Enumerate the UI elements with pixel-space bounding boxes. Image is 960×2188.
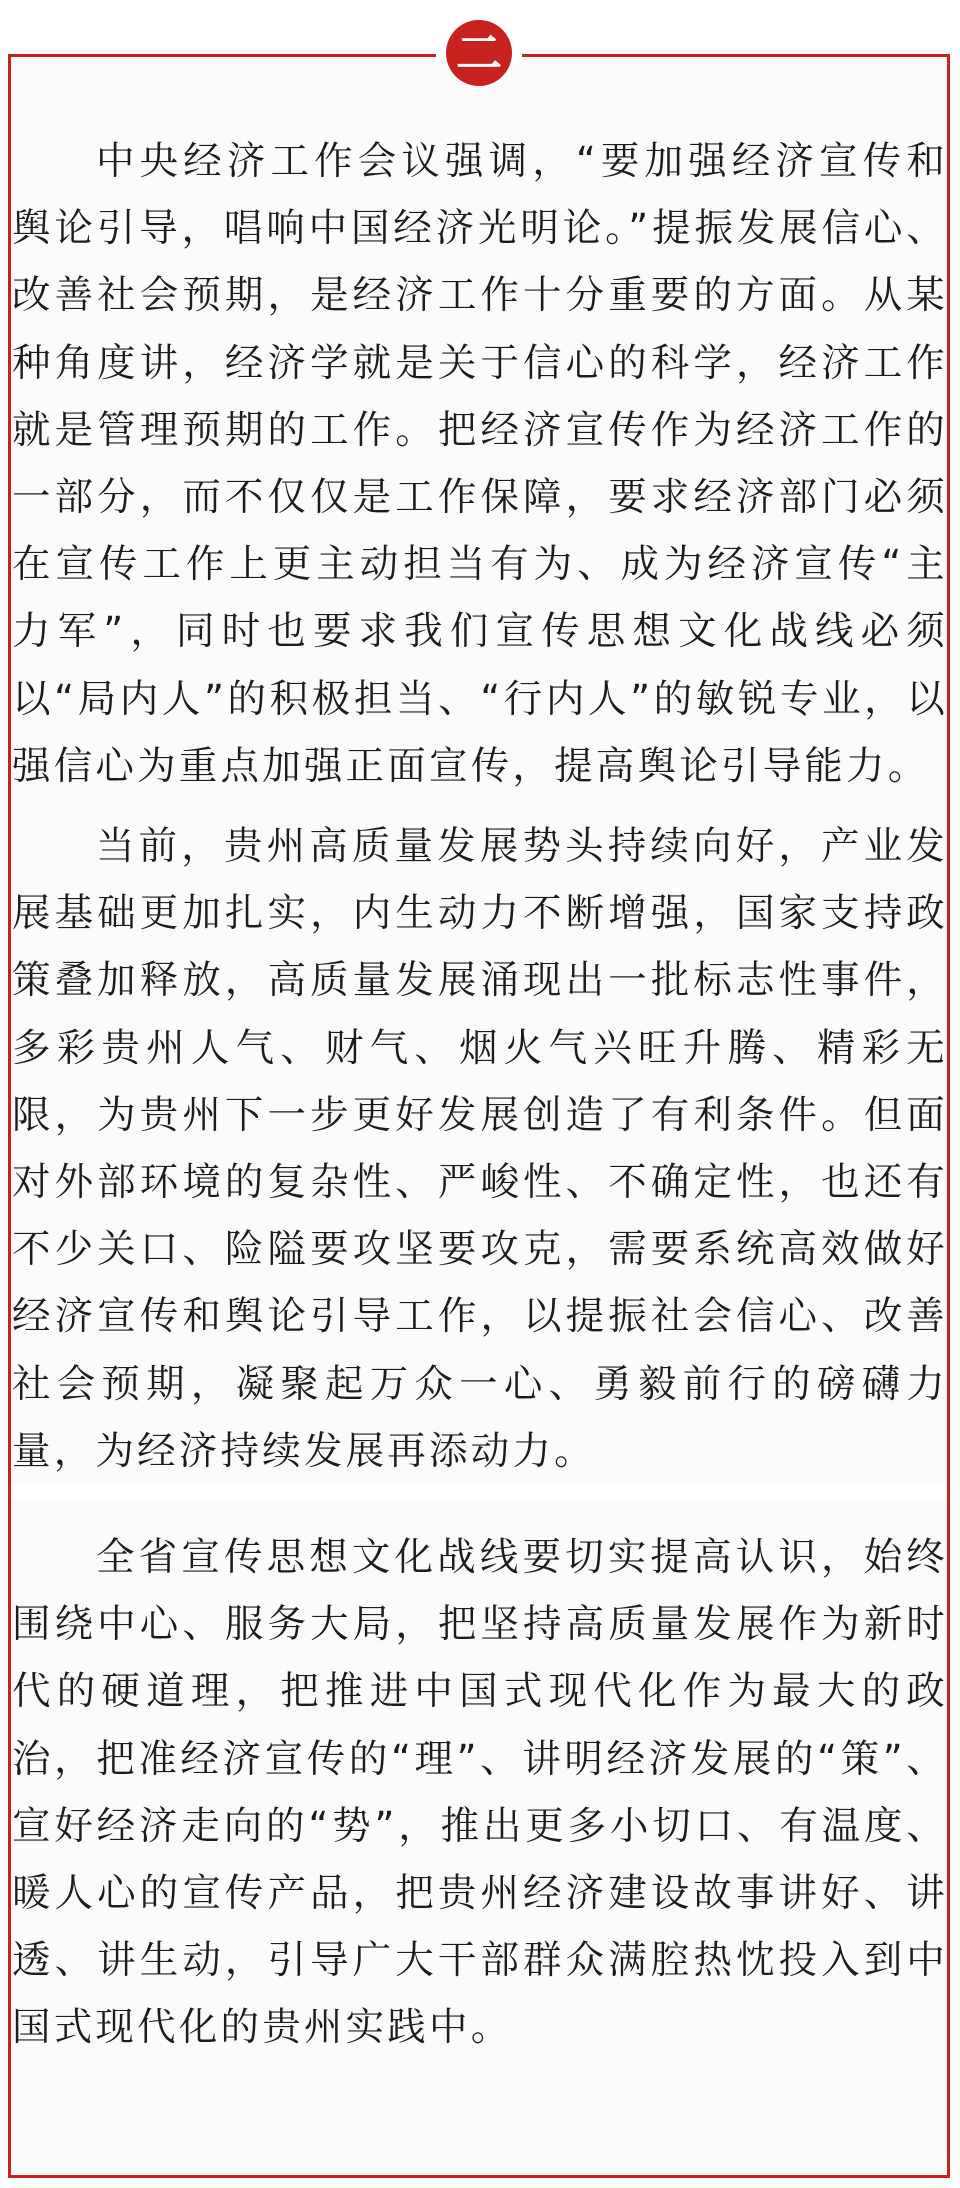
paragraph-2: 当前，贵州高质量发展势头持续向好，产业发展基础更加扎实，内生动力不断增强，国家支持政策叠加释放，高质量发展涌现出一批标志性事件，多彩贵州人气、财气、烟火气兴旺升腾、精彩无限，为贵州下一步更好发展创造了有利条件。但面对外部环境的复杂性、严峻性、不确定性，也还有不少关口、险隘要攻坚要攻克，需要系统高效做好经济宣传和舆论引导工作，以提振社会信心、改善社会预期，凝聚起万众一心、勇毅前行的磅礴力量，为经济持续发展再添动力。 (12, 824, 948, 1474)
paragraph-divider (11, 1484, 947, 1500)
section-number: 二 (456, 26, 502, 80)
section-number-badge (446, 20, 512, 86)
paragraph-3: 全省宣传思想文化战线要切实提高认识，始终围绕中心、服务大局，把坚持高质量发展作为新时代的硬道理，把推进中国式现代化作为最大的政治，把准经济宣传的“理”、讲明经济发展的“策”、宣好经济走向的“势”，推出更多小切口、有温度、暖人心的宣传产品，把贵州经济建设故事讲好、讲透、讲生动，引导广大干部群众满腔热忱投入到中国式现代化的贵州实践中。 (12, 1535, 948, 2051)
paragraph-1: 中央经济工作会议强调，“要加强经济宣传和舆论引导，唱响中国经济光明论。”提振发展信心、改善社会预期，是经济工作十分重要的方面。从某种角度讲，经济学就是关于信心的科学，经济工作就是管理预期的工作。把经济宣传作为经济工作的一部分，而不仅仅是工作保障，要求经济部门必须在宣传工作上更主动担当有为、成为经济宣传“主力军”，同时也要求我们宣传思想文化战线必须以“局内人”的积极担当、“行内人”的敏锐专业，以强信心为重点加强正面宣传，提高舆论引导能力。 (12, 139, 948, 789)
